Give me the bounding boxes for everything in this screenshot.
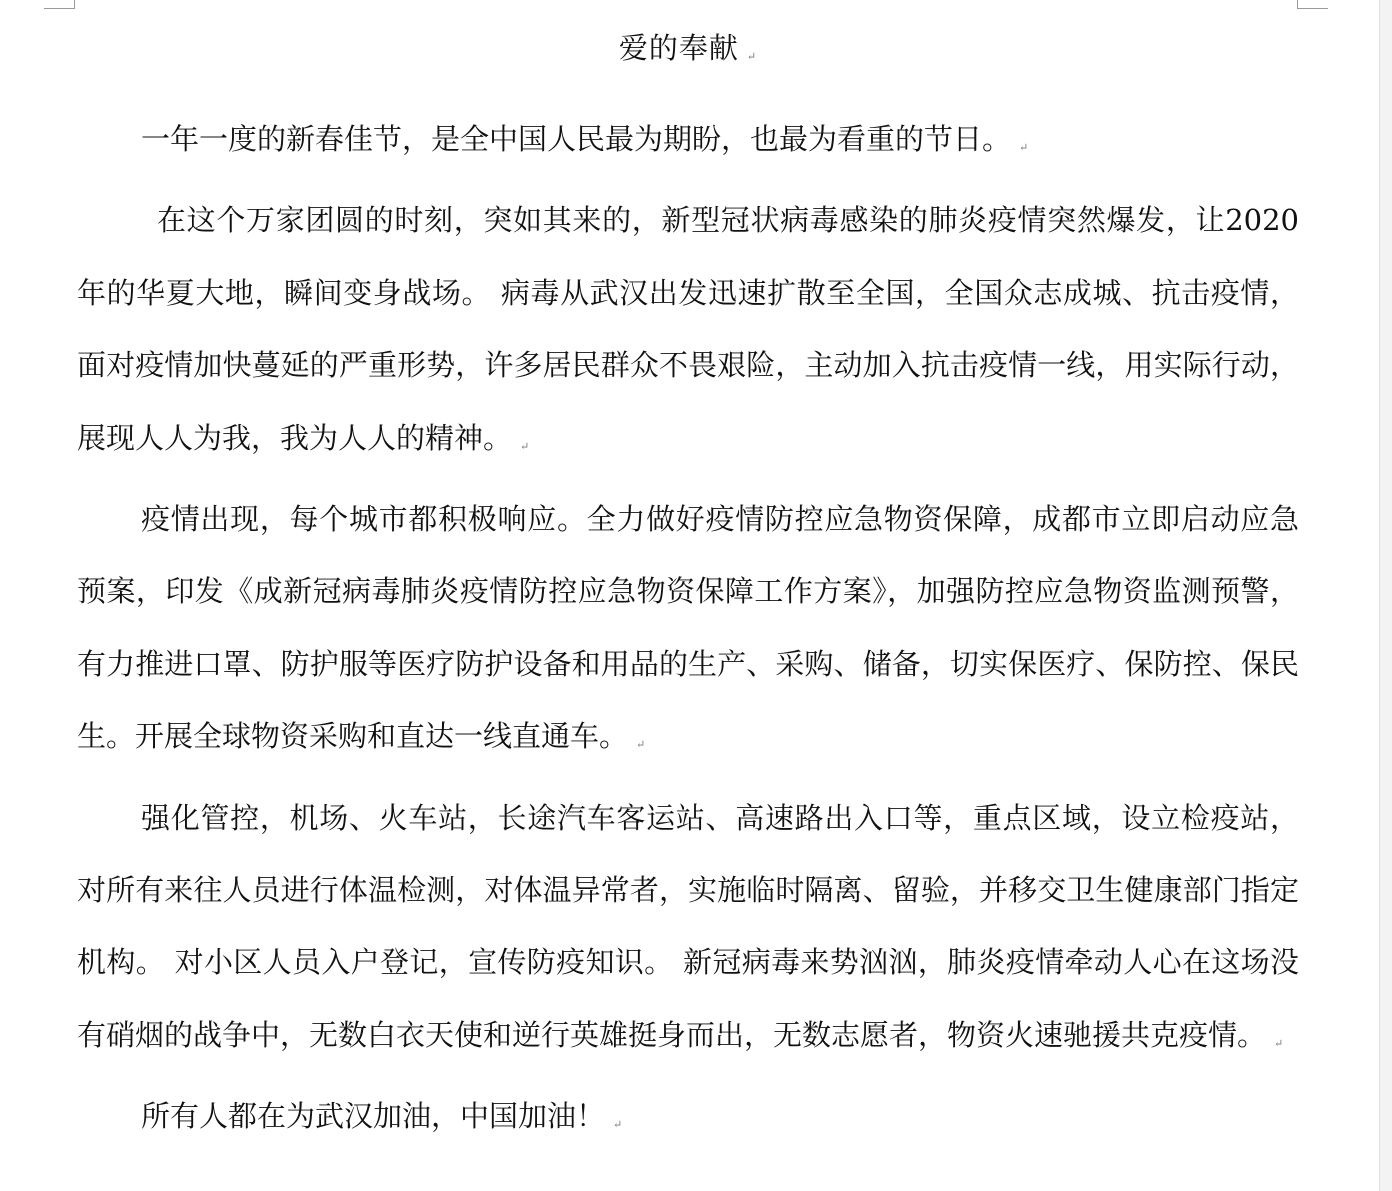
vertical-scrollbar[interactable] [1379,0,1392,1191]
paragraph-1[interactable] [77,103,1299,184]
document-body[interactable] [77,22,1299,1162]
paragraph-text: 强化管控，机场、火车站，长途汽车客运站、高速路出入口等，重点区域，设立检疫站，对所有来往人员进行体温检测，对体温异常者，实施临时隔离、留验，并移交卫生健康部门指定机构。 对小区人员入户登记，宣传防疫知识。 新冠病毒来势汹汹，肺炎疫情牵动人心在这场没有硝烟的战争中，无数白衣天使和逆行英雄挺身而出，无数志愿者，物资火速驰援共克疫情。 [77,800,1299,1052]
document-title[interactable] [77,22,1299,83]
paragraph-5[interactable] [77,1080,1299,1161]
paragraph-mark-icon: ↵ [636,738,646,752]
paragraph-mark-icon: ↵ [613,1118,623,1132]
paragraph-text: 在这个万家团圆的时刻，突如其来的，新型冠状病毒感染的肺炎疫情突然爆发，让2020年的华夏大地，瞬间变身战场。 病毒从武汉出发迅速扩散至全国，全国众志成城、抗击疫情，面对疫情加快蔓延的严重形势，许多居民群众不畏艰险，主动加入抗击疫情一线，用实际行动，展现人人为我，我为人人的精神。 [77,203,1299,455]
paragraph-4[interactable] [77,782,1299,1081]
paragraph-text: 疫情出现，每个城市都积极响应。全力做好疫情防控应急物资保障，成都市立即启动应急预案，印发《成新冠病毒肺炎疫情防控应急物资保障工作方案》，加强防控应急物资监测预警，有力推进口罩、防护服等医疗防护设备和用品的生产、采购、储备，切实保医疗、保防控、保民生。开展全球物资采购和直达一线直通车。 [77,502,1299,754]
paragraph-text: 一年一度的新春佳节，是全中国人民最为期盼，也最为看重的节日。 [141,122,1012,156]
paragraph-2[interactable] [77,184,1299,483]
paragraph-mark-icon: ↵ [1019,141,1029,154]
paragraph-text: 所有人都在为武汉加油，中国加油！ [141,1099,606,1134]
page-corner-mark-right [1297,0,1328,9]
paragraph-mark-icon: ↵ [1274,1036,1284,1050]
paragraph-3[interactable] [77,483,1299,782]
page-corner-mark-left [44,0,75,9]
document-title-text: 爱的奉献 [618,31,739,65]
paragraph-mark-icon: ↵ [746,50,758,63]
paragraph-mark-icon: ↵ [520,439,530,453]
